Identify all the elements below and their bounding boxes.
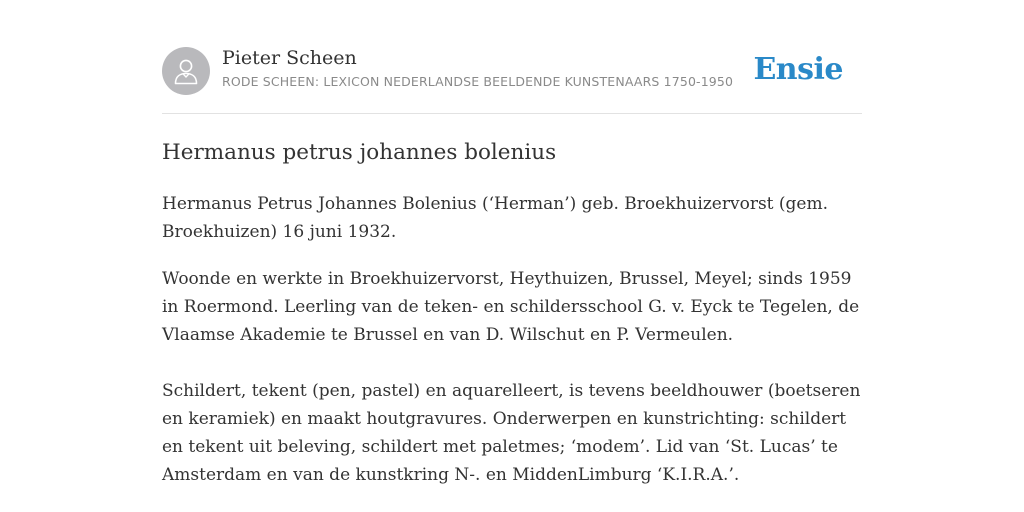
user-icon (173, 57, 199, 85)
author-name[interactable]: Pieter Scheen (222, 47, 357, 69)
page-title: Hermanus petrus johannes bolenius (162, 140, 557, 165)
paragraph-residence: Woonde en werkte in Broekhuizervorst, Heythuizen, Brussel, Meyel; sinds 1959 in Roermond. Leerling van de teken- en schildersschool G. v. Eyck te Tegelen, de Vlaamse Akademie te Brussel en van D. Wilschut en P. Vermeulen. (162, 269, 860, 345)
paragraph-birth: Hermanus Petrus Johannes Bolenius (‘Herman’) geb. Broekhuizervorst (gem. Broekhuizen) 16 juni 1932. (162, 194, 829, 242)
avatar[interactable] (162, 47, 210, 95)
header-divider (162, 113, 862, 114)
source-title[interactable]: RODE SCHEEN: LEXICON NEDERLANDSE BEELDENDE KUNSTENAARS 1750-1950 (222, 74, 734, 89)
article-body (162, 190, 866, 489)
paragraph-work: Schildert, tekent (pen, pastel) en aquarelleert, is tevens beeldhouwer (boetseren en keramiek) en maakt houtgravures. Onderwerpen en kunstrichting: schildert en tekent uit beleving, schildert met paletmes; ‘modem’. Lid van ‘St. Lucas’ te Amsterdam en van de kunstkring N-. en MiddenLimburg ‘K.I.R.A.’. (162, 381, 861, 485)
brand-logo[interactable]: Ensie (753, 52, 843, 87)
article-header (162, 46, 862, 96)
